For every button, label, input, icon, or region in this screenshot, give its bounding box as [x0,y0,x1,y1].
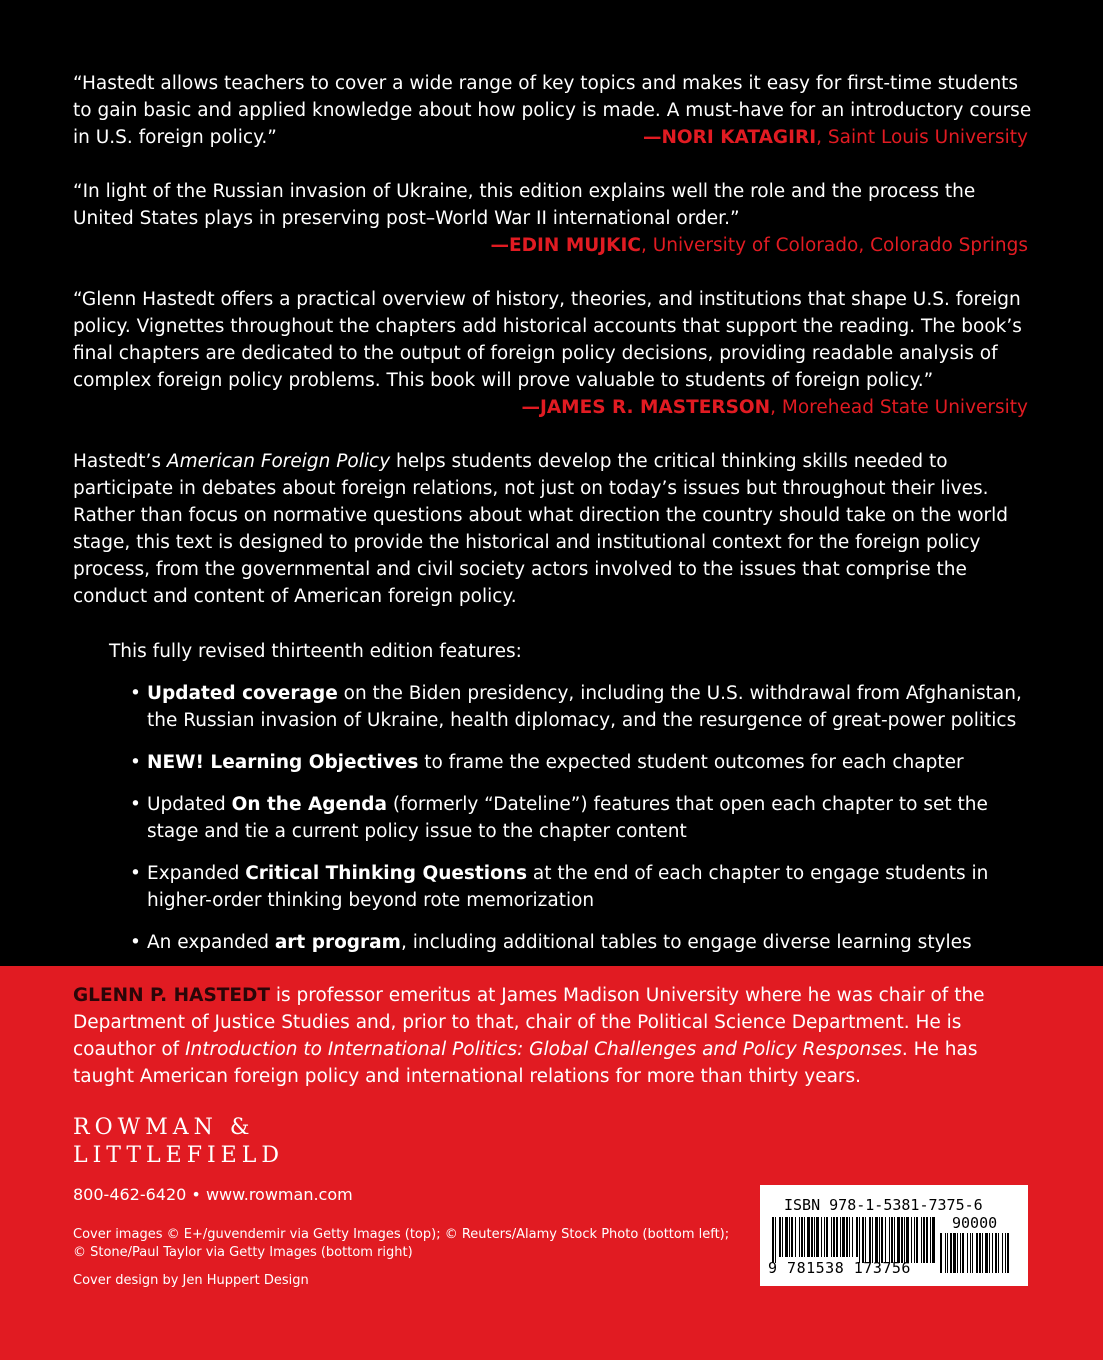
barcode-bar [807,1217,810,1257]
price-code: 90000 [952,1214,998,1232]
feature-item: • Expanded Critical Thinking Questions at the end of each chapter to engage students in higher-order thinking beyond rote memorization [130,860,1030,914]
barcode-bar [1005,1233,1006,1273]
barcode-bar [947,1233,948,1273]
barcode-bar [967,1233,968,1273]
feature-item: • Updated coverage on the Biden presidency, including the U.S. withdrawal from Afghanistan, the Russian invasion of Ukraine, health diplomacy, and the resurgence of great-power politics [130,680,1030,734]
review-quote-3: “Glenn Hastedt offers a practical overview of history, theories, and institutions that shape U.S. foreign policy. Vignettes throughout the chapters add historical accounts that support the reading. The book’s final chapters are dedicated to the output of foreign policy decisions, providing readable analysis of complex foreign policy problems. This book will prove valuable to students of foreign policy.” [73,289,1022,391]
reviewer-affiliation: , Saint Louis University [816,127,1028,148]
reviewer-affiliation: , Morehead State University [770,397,1028,418]
barcode-bar [926,1217,928,1263]
barcode-bar [775,1217,776,1263]
barcode-bar [904,1217,905,1263]
book-title: American Foreign Policy [166,451,391,472]
barcode-bar [840,1217,841,1257]
publisher-logo: ROWMAN & LITTLEFIELD [73,1115,284,1168]
barcode-bar [881,1217,883,1263]
book-description: Hastedt’s American Foreign Policy helps students develop the critical thinking skills needed to participate in debates about foreign relations, not just on today’s issues but throughout their lives. Rather than focus on normative questions about what direction the country should take on the world stage, this text is designed to provide the historical and institutional context for the foreign policy process, from the governmental and civil society actors involved to the issues that comprise the conduct and content of American foreign policy. [73,451,1009,607]
barcode-bar [849,1217,850,1257]
feature-item: • Updated On the Agenda (formerly “Dateline”) features that open each chapter to set the stage and tie a current policy issue to the chapter content [130,791,1030,845]
barcode-bar [1007,1233,1009,1273]
barcode-bar [901,1217,903,1263]
barcode-bar [789,1217,790,1257]
barcode-bar [894,1217,895,1263]
features-intro: This fully revised thirteenth edition features: [109,641,522,662]
barcode-bar [772,1217,774,1263]
review-attribution-3 [521,394,1028,421]
reviewer-affiliation: , University of Colorado, Colorado Springs [640,235,1028,256]
barcode-bar [791,1217,793,1257]
barcode-bar [979,1233,981,1273]
review-attribution-2 [491,232,1028,259]
isbn-barcode [760,1185,1028,1286]
barcode-bar [846,1217,848,1257]
barcode-bar [885,1217,886,1263]
barcode-bar [914,1217,915,1263]
barcode-bar [972,1233,973,1273]
barcode-bar [989,1233,990,1273]
barcode-bar [976,1233,978,1273]
barcode-bar [1002,1233,1003,1273]
barcode-bar [945,1233,946,1273]
barcode-bar [804,1217,805,1257]
barcode-bar [923,1217,925,1263]
author-name: GLENN P. HASTEDT [73,985,271,1006]
barcode-bar [865,1217,866,1263]
reviewer-name: —NORI KATAGIRI [642,127,817,148]
cover-image-credits: Cover images © E+/guvendemir via Getty Images (top); © Reuters/Alamy Stock Photo (bottom left); © Stone/Paul Taylor via Getty Images (bottom right) [73,1227,730,1260]
barcode-bar [872,1217,873,1263]
barcode-bar [998,1233,999,1273]
barcode-bar [879,1217,880,1263]
barcode-bar [960,1233,961,1273]
barcode-bar [992,1233,993,1273]
feature-item: • NEW! Learning Objectives to frame the expected student outcomes for each chapter [130,749,1030,776]
other-book-title: Introduction to International Politics: Global Challenges and Policy Responses [185,1039,902,1060]
barcode-bar [836,1217,838,1257]
barcode-bar [875,1217,878,1263]
cover-design-credit: Cover design by Jen Huppert Design [73,1273,309,1288]
barcode-bar [801,1217,803,1257]
barcode-bar [891,1217,893,1263]
review-quote-2: “In light of the Russian invasion of Ukraine, this edition explains well the role and the process the United States plays in preserving post–World War II international order.” [73,181,976,229]
barcode-bar [821,1217,822,1257]
isbn-number: ISBN 978-1-5381-7375-6 [784,1196,983,1214]
barcode-bar [995,1233,997,1273]
barcode-bar [897,1217,900,1263]
barcode-bar [962,1233,964,1273]
bottom-panel [0,966,1103,1360]
feature-item: • An expanded art program, including additional tables to engage diverse learning styles [130,929,1030,956]
barcode-bar [953,1233,956,1273]
barcode-bar [842,1217,845,1257]
barcode-bar [856,1217,858,1257]
barcode-bar [916,1217,918,1263]
barcode-bar [906,1217,909,1263]
reviewer-name: —EDIN MUJKIC [490,235,641,256]
publisher-contact: 800-462-6420 • www.rowman.com [73,1185,353,1204]
barcode-digits: 9 781538 173756 [768,1259,911,1277]
barcode-bar [814,1217,815,1257]
feature-list [130,680,1030,971]
barcode-bar [921,1217,922,1263]
barcode-bar [950,1233,952,1273]
barcode-bar [985,1233,988,1273]
review-attribution-1 [643,124,1028,151]
barcode-bar [852,1217,853,1257]
barcode-bar [911,1217,912,1263]
barcode-bar [930,1217,931,1263]
barcode-bar [889,1217,890,1263]
barcode-bar [957,1233,958,1273]
barcode-bar [795,1217,796,1257]
barcode-bar [970,1233,971,1273]
barcode-bar [816,1217,819,1257]
barcode-bar [826,1217,828,1257]
barcode-bar [811,1217,813,1257]
barcode-bar [869,1217,871,1263]
barcode-bar [833,1217,835,1257]
barcode-bar [831,1217,832,1257]
barcode-bar [859,1217,860,1263]
author-bio: GLENN P. HASTEDT is professor emeritus at James Madison University where he was chair of the Department of Justice Studies and, prior to that, chair of the Political Science Department. He is coauthor of Introduction to International Politics: Global Challenges and Policy Responses. He has taught American foreign policy and international relations for more than thirty years. [73,985,985,1087]
barcode-bar [824,1217,825,1257]
barcode-bar [932,1217,935,1263]
barcode-bar [799,1217,800,1257]
barcode-bar [982,1233,983,1273]
barcode-bar [862,1217,864,1263]
review-quote-1: “Hastedt allows teachers to cover a wide range of key topics and makes it easy for first-time students to gain basic and applied knowledge about how policy is made. A must-have for an introductory course in U.S. foreign policy.” [73,73,1032,148]
barcode-bar [782,1217,783,1257]
barcode-bar [940,1233,942,1273]
reviewer-name: —JAMES R. MASTERSON [521,397,771,418]
barcode-bar [779,1217,781,1257]
barcode-bar [785,1217,788,1257]
